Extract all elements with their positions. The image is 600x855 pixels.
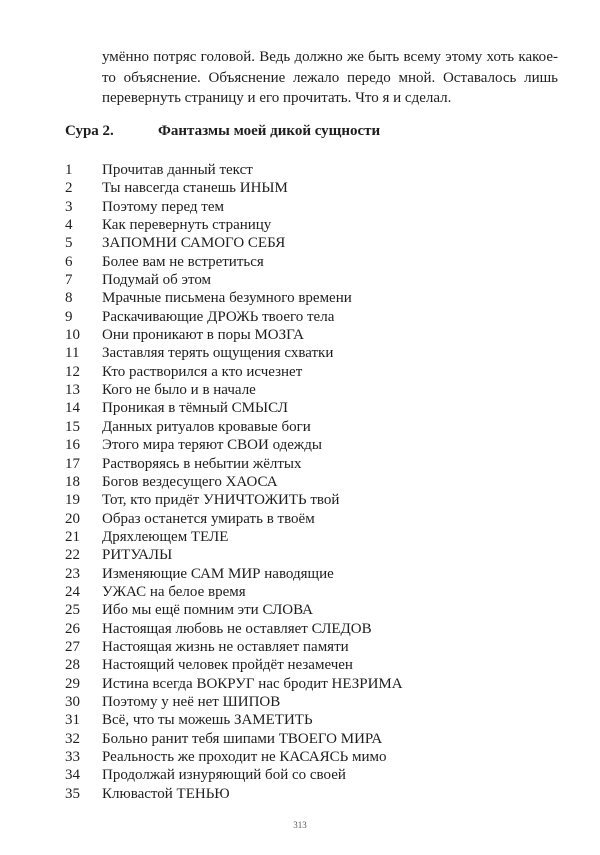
line-text: Проникая в тёмный СМЫСЛ	[102, 400, 288, 417]
list-item	[65, 711, 565, 729]
line-number: 23	[65, 565, 80, 582]
list-item	[65, 693, 565, 711]
line-number: 13	[65, 382, 80, 399]
line-text: Растворяясь в небытии жёлтых	[102, 455, 302, 472]
list-item	[65, 601, 565, 619]
page-number: 313	[293, 820, 307, 830]
list-item	[65, 546, 565, 564]
line-number: 28	[65, 657, 80, 674]
line-text: Настоящий человек пройдёт незамечен	[102, 657, 353, 674]
line-number: 19	[65, 492, 80, 509]
line-number: 15	[65, 418, 80, 435]
line-number: 35	[65, 785, 80, 802]
line-text: Раскачивающие ДРОЖЬ твоего тела	[102, 308, 335, 325]
line-text: ЗАПОМНИ САМОГО СЕБЯ	[102, 235, 286, 252]
list-item	[65, 436, 565, 454]
list-item	[65, 363, 565, 381]
list-item	[65, 399, 565, 417]
line-text: УЖАС на белое время	[102, 583, 246, 600]
line-number: 6	[65, 253, 73, 270]
line-number: 24	[65, 583, 80, 600]
line-text: Настоящая жизнь не оставляет памяти	[102, 638, 349, 655]
list-item	[65, 528, 565, 546]
list-item	[65, 455, 565, 473]
list-item	[65, 565, 565, 583]
line-text: Мрачные письмена безумного времени	[102, 290, 352, 307]
list-item	[65, 638, 565, 656]
line-text: РИТУАЛЫ	[102, 547, 173, 564]
line-text: Этого мира теряют СВОИ одежды	[102, 437, 322, 454]
line-number: 5	[65, 235, 73, 252]
line-text: Они проникают в поры МОЗГА	[102, 327, 304, 344]
line-text: Продолжай изнуряющий бой со своей	[102, 767, 346, 784]
line-number: 26	[65, 620, 80, 637]
list-item	[65, 326, 565, 344]
list-item	[65, 510, 565, 528]
line-text: Истина всегда ВОКРУГ нас бродит НЕЗРИМА	[102, 675, 403, 692]
list-item	[65, 216, 565, 234]
line-number: 14	[65, 400, 80, 417]
line-number: 25	[65, 602, 80, 619]
line-text: Кого не было и в начале	[102, 382, 256, 399]
list-item	[65, 271, 565, 289]
line-text: Богов вездесущего ХАОСА	[102, 473, 278, 490]
line-text: Тот, кто придёт УНИЧТОЖИТЬ твой	[102, 492, 340, 509]
list-item	[65, 785, 565, 803]
list-item	[65, 656, 565, 674]
line-text: Ты навсегда станешь ИНЫМ	[102, 180, 288, 197]
line-number: 1	[65, 162, 73, 178]
list-item	[65, 766, 565, 784]
line-text: Образ останется умирать в твоём	[102, 510, 315, 527]
line-text: Подумай об этом	[102, 272, 212, 289]
line-number: 16	[65, 437, 80, 454]
list-item	[65, 289, 565, 307]
line-text: Более вам не встретиться	[102, 253, 264, 270]
list-item	[65, 473, 565, 491]
line-text: Дряхлеющем ТЕЛЕ	[102, 528, 229, 545]
list-item	[65, 748, 565, 766]
line-number: 4	[65, 217, 73, 234]
line-text: Больно ранит тебя шипами ТВОЕГО МИРА	[102, 730, 383, 747]
list-item	[65, 253, 565, 271]
intro-paragraph: умённо потряс головой. Ведь должно же быть всему этому хоть какое-то объяснение. Объяснение лежало передо мной. Оставалось лишь перевернуть страницу и его прочитать. Что я и сделал.	[102, 49, 558, 106]
line-text: Реальность же проходит не КАСАЯСЬ мимо	[102, 749, 387, 765]
list-item	[65, 198, 565, 216]
line-text: Как перевернуть страницу	[102, 217, 272, 234]
line-number: 11	[65, 345, 80, 362]
line-number: 9	[65, 308, 73, 325]
line-number: 21	[65, 528, 80, 545]
list-item	[65, 730, 565, 748]
line-text: Данных ритуалов кровавые боги	[102, 418, 311, 435]
line-number: 8	[65, 290, 73, 307]
list-item	[65, 234, 565, 252]
line-number: 2	[65, 180, 73, 197]
line-text: Клювастой ТЕНЬЮ	[102, 785, 230, 802]
list-item	[65, 161, 565, 179]
line-number: 31	[65, 712, 80, 729]
line-text: Ибо мы ещё помним эти СЛОВА	[102, 602, 313, 619]
list-item	[65, 583, 565, 601]
line-text: Настоящая любовь не оставляет СЛЕДОВ	[102, 620, 372, 637]
line-number: 3	[65, 198, 73, 215]
line-number: 12	[65, 363, 80, 380]
line-number: 27	[65, 638, 80, 655]
line-number: 34	[65, 767, 80, 784]
list-item	[65, 675, 565, 693]
line-text: Изменяющие САМ МИР наводящие	[102, 565, 334, 582]
line-number: 22	[65, 547, 80, 564]
line-number: 10	[65, 327, 80, 344]
list-item	[65, 179, 565, 197]
list-item	[65, 491, 565, 509]
list-item	[65, 620, 565, 638]
line-text: Заставляя терять ощущения схватки	[102, 345, 334, 362]
section-title: Фантазмы моей дикой сущности	[158, 123, 381, 139]
line-text: Поэтому у неё нет ШИПОВ	[102, 693, 281, 710]
list-item	[65, 418, 565, 436]
line-number: 17	[65, 455, 80, 472]
list-item	[65, 344, 565, 362]
line-text: Кто растворился а кто исчезнет	[102, 363, 303, 380]
line-number: 29	[65, 675, 80, 692]
line-number: 18	[65, 473, 80, 490]
list-item	[65, 308, 565, 326]
line-text: Всё, что ты можешь ЗАМЕТИТЬ	[102, 712, 313, 729]
line-number: 30	[65, 693, 80, 710]
section-label: Сура 2.	[65, 123, 114, 139]
line-number: 20	[65, 510, 80, 527]
line-number: 33	[65, 749, 80, 765]
numbered-verse-list	[65, 161, 565, 803]
line-number: 32	[65, 730, 80, 747]
line-text: Поэтому перед тем	[102, 198, 224, 215]
line-number: 7	[65, 272, 73, 289]
list-item	[65, 381, 565, 399]
line-text: Прочитав данный текст	[102, 162, 253, 178]
